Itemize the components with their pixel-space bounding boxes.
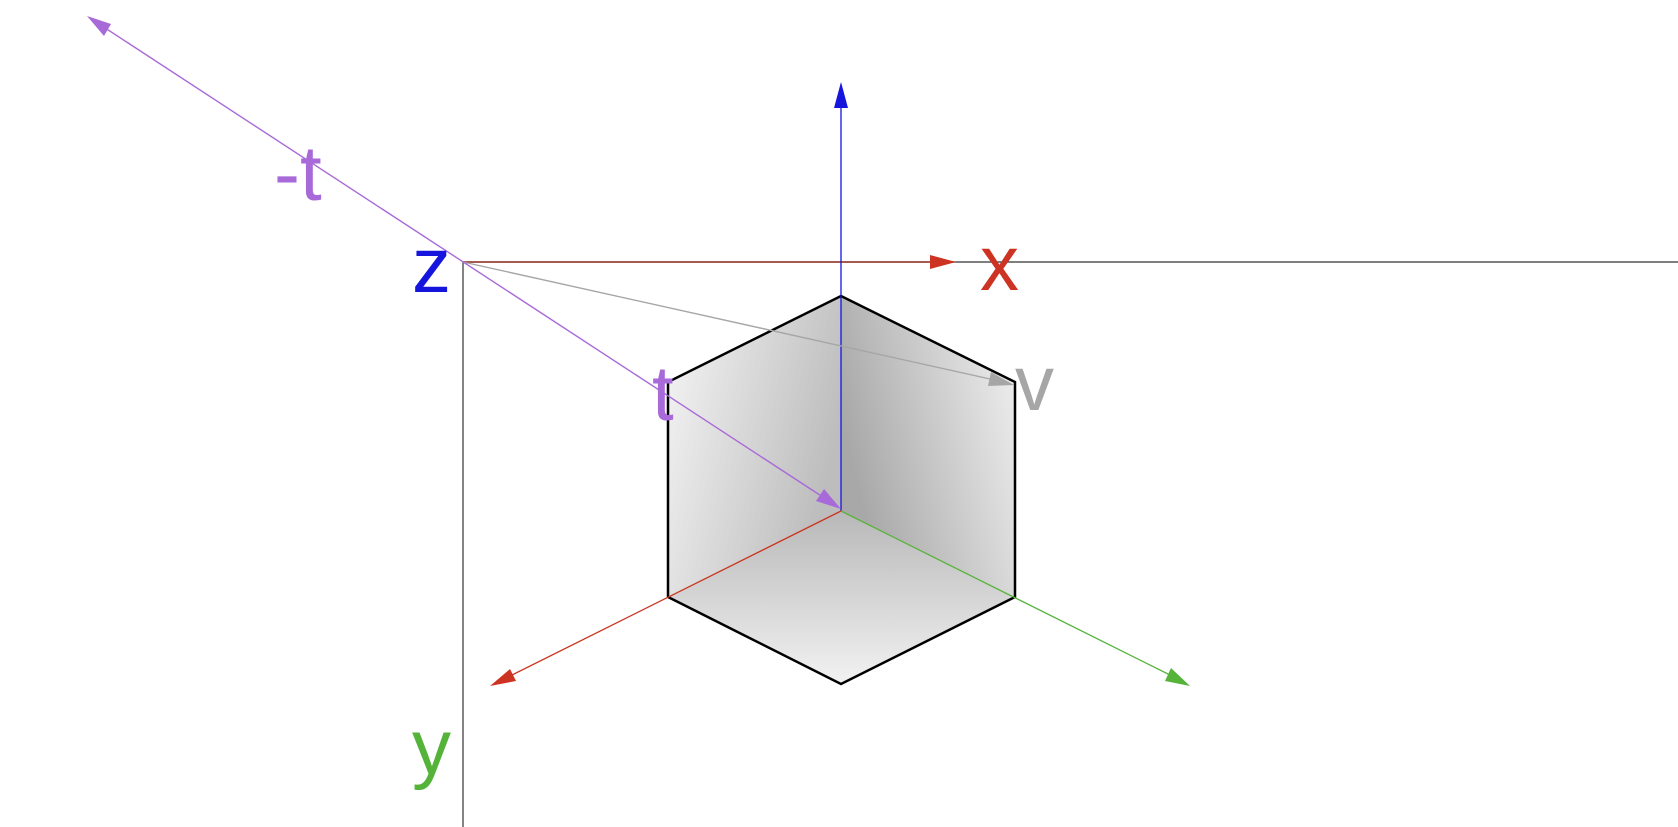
neg-t-label: -t bbox=[274, 129, 322, 217]
screen-axes bbox=[463, 255, 1678, 827]
y-axis-3d-arrowhead bbox=[1165, 668, 1190, 686]
v-label: v bbox=[1015, 339, 1054, 427]
x-axis-3d-arrowhead bbox=[490, 669, 516, 686]
x-axis-label: x bbox=[980, 219, 1019, 307]
y-axis-label: y bbox=[412, 703, 451, 791]
t-label: t bbox=[652, 349, 674, 437]
neg-t-vector-arrowhead bbox=[87, 16, 111, 36]
z-axis-label: z bbox=[412, 221, 451, 309]
z-axis-arrowhead bbox=[834, 82, 848, 108]
x-axis-arrowhead bbox=[930, 255, 956, 269]
